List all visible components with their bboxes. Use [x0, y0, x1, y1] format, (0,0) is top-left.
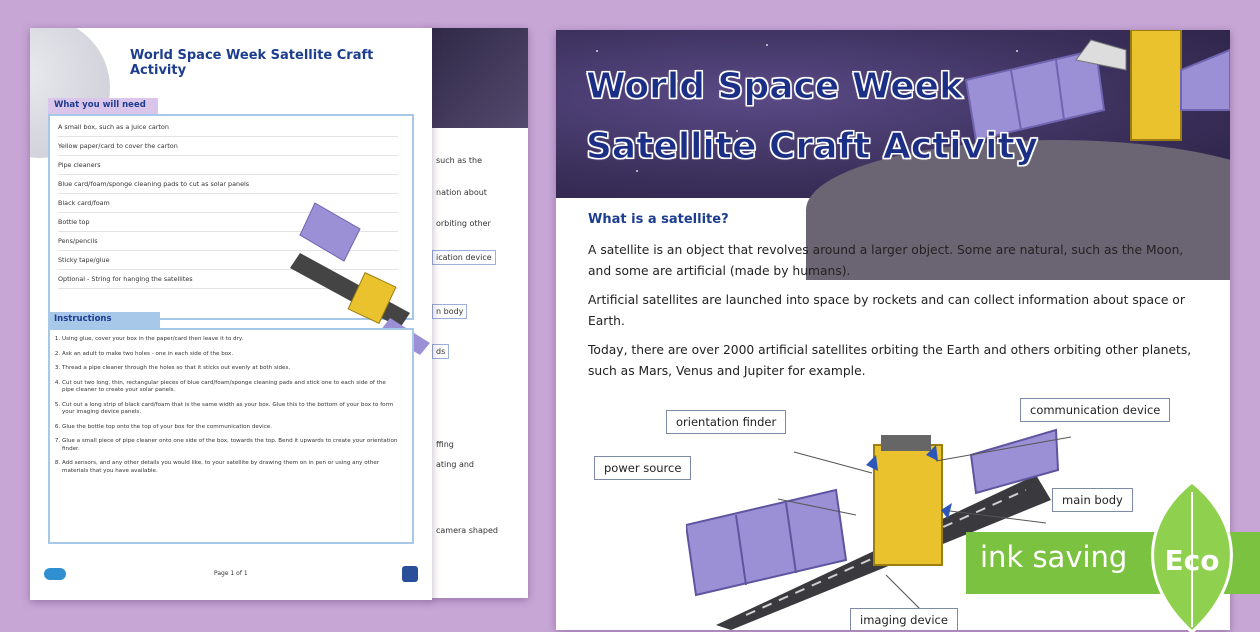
- space-banner: [556, 30, 1230, 198]
- instruction-step: 2. Ask an adult to make two holes - one in each side of the box.: [62, 351, 398, 359]
- instruction-step: 5. Cut out a long strip of black card/foam that is the same width as your box. Glue this to the bottom of your box to form your imaging device panels.: [62, 402, 398, 417]
- paragraph: Artificial satellites are launched into space by rockets and can collect information about space or Earth.: [588, 293, 1185, 328]
- back-text-fragment: ffing: [436, 440, 454, 449]
- main-title-line2: Satellite Craft Activity: [586, 126, 1039, 167]
- back-label-fragment: ds: [432, 344, 449, 359]
- need-header: What you will need: [48, 98, 158, 114]
- badge-icon: [402, 566, 418, 582]
- instruction-step: 1. Using glue, cover your box in the paper/card then leave it to dry.: [62, 336, 398, 344]
- eco-tag: Eco: [1164, 544, 1220, 577]
- need-item: Pipe cleaners: [58, 156, 398, 175]
- paragraph: Today, there are over 2000 artificial satellites orbiting the Earth and others orbiting other planets, such as Mars, Venus and Jupiter for example.: [588, 343, 1192, 378]
- label-orientation-finder: orientation finder: [666, 410, 786, 434]
- instruction-step: 4. Cut out two long, thin, rectangular pieces of blue card/foam/sponge cleaning pads and stick one to each side of the pipe cleaner to create your solar panels.: [62, 380, 398, 395]
- logo-icon: [44, 568, 66, 580]
- sheet-footer: [44, 566, 418, 586]
- back-text-fragment: ating and: [436, 460, 475, 469]
- craft-instructions-sheet: [30, 28, 432, 600]
- leaf-icon: [1132, 482, 1252, 632]
- back-text-fragment: such as the: [436, 156, 482, 165]
- label-imaging-device: imaging device: [850, 608, 958, 630]
- page-number: Page 1 of 1: [214, 570, 248, 577]
- need-item: Optional - String for hanging the satellites: [58, 270, 398, 289]
- need-item: A small box, such as a juice carton: [58, 118, 398, 137]
- need-item: Yellow paper/card to cover the carton: [58, 137, 398, 156]
- eco-badge-text: ink saving: [980, 540, 1128, 574]
- back-worksheet: [428, 28, 528, 598]
- need-item: Sticky tape/glue: [58, 251, 398, 270]
- back-text-fragment: camera shaped: [436, 526, 498, 535]
- label-communication-device: communication device: [1020, 398, 1170, 422]
- label-main-body: main body: [1052, 488, 1133, 512]
- back-label-fragment: ication device: [432, 250, 496, 265]
- instruction-step: 6. Glue the bottle top onto the top of your box for the communication device.: [62, 424, 398, 432]
- back-banner: [428, 28, 528, 128]
- back-text-fragment: orbiting other: [436, 219, 491, 228]
- instructions-box: [48, 328, 414, 544]
- back-text-fragment: nation about: [436, 188, 487, 197]
- section-heading: What is a satellite?: [588, 212, 729, 227]
- need-item: Pens/pencils: [58, 232, 398, 251]
- instructions-header: Instructions: [48, 312, 160, 328]
- back-label-fragment: n body: [432, 304, 467, 319]
- main-title-line1: World Space Week: [586, 66, 964, 107]
- need-item: Blue card/foam/sponge cleaning pads to cut as solar panels: [58, 175, 398, 194]
- paragraph: A satellite is an object that revolves around a larger object. Some are natural, such as the Moon, and some are artificial (made by humans).: [588, 243, 1184, 278]
- instruction-step: 8. Add sensors, and any other details you would like, to your satellite by drawing them on in pen or using any other materials that you have available.: [62, 460, 398, 475]
- need-item: Bottle top: [58, 213, 398, 232]
- small-sheet-title: World Space Week Satellite Craft Activity: [130, 48, 374, 78]
- instruction-step: 3. Thread a pipe cleaner through the holes so that it sticks out evenly at both sides.: [62, 365, 398, 373]
- labelled-satellite-diagram: [686, 415, 1206, 630]
- instruction-step: 7. Glue a small piece of pipe cleaner onto one side of the box, towards the top. Bend it upwards to create your orientation finder.: [62, 438, 398, 453]
- need-item: Black card/foam: [58, 194, 398, 213]
- label-power-source: power source: [594, 456, 691, 480]
